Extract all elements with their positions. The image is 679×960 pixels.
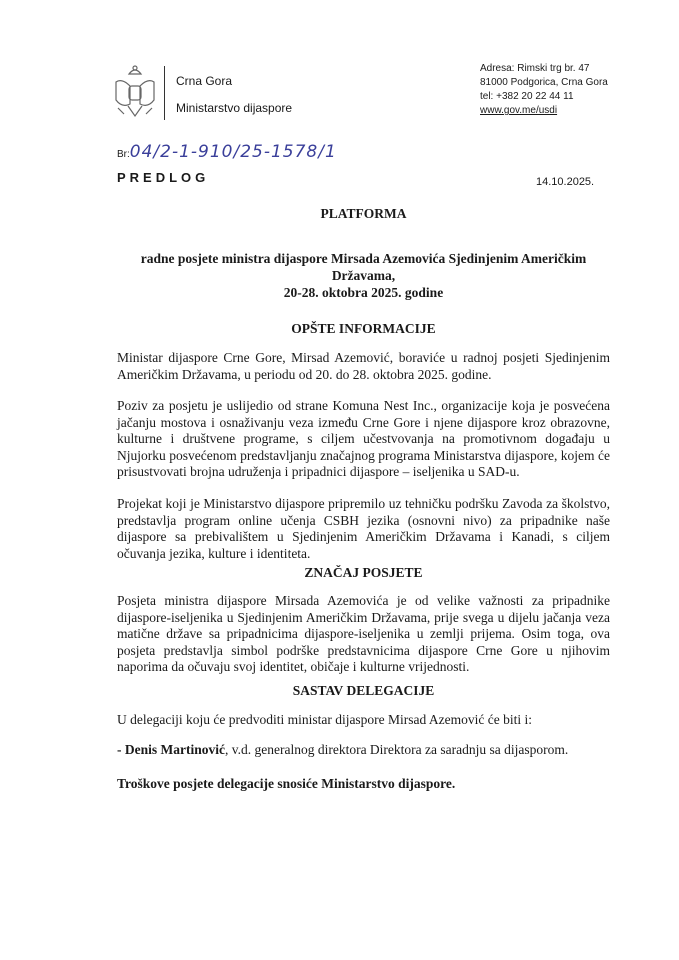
status-label: PREDLOG — [117, 170, 210, 185]
handwritten-reference: 04/2-1-910/25-1578/1 — [129, 142, 337, 162]
paragraph: Posjeta ministra dijaspore Mirsada Azemovića je od velike važnosti za pripadnike dijaspore-iseljenika u Sjedinjenim Američkim Državama, prije svega u dijelu jačanja veza matične države sa pripadnicima dijaspore-iseljenika u zemlji prijema. Osim toga, ova posjeta predstavlja simbol podrške predstavnicima dijaspore Crne Gore u njihovim naporima da očuvaju svoj identitet, običaje i kulturne vrijednosti. — [117, 593, 610, 674]
section-heading-delegation: SASTAV DELEGACIJE — [292, 683, 435, 698]
website-link[interactable]: www.gov.me/usdi — [480, 105, 558, 116]
address-block — [480, 62, 608, 118]
document-subtitle — [117, 250, 610, 301]
address-line: 81000 Podgorica, Crna Gora — [480, 77, 608, 88]
delegation-member — [117, 742, 610, 759]
member-name: - Denis Martinović — [117, 742, 225, 757]
section-heading-significance: ZNAČAJ POSJETE — [304, 565, 423, 580]
document-date: 14.10.2025. — [536, 176, 595, 188]
paragraph: Projekat koji je Ministarstvo dijaspore pripremilo uz tehničku podršku Zavoda za školstvo, predstavlja program online učenja CSBH jezika (osnovni nivo) za pripadnike naše dijaspore sa prebivalištem u Sjedinjenim Američkim Državama i Kanadi, s ciljem očuvanja jezika, kulture i identiteta. — [117, 496, 610, 561]
reference-label: Br: — [117, 149, 130, 160]
address-line: Adresa: Rimski trg br. 47 — [480, 63, 590, 74]
reference-number — [117, 142, 337, 162]
document-title: PLATFORMA — [320, 206, 407, 221]
header-divider — [164, 66, 165, 120]
subtitle-line: 20-28. oktobra 2025. godine — [283, 285, 444, 300]
costs-statement: Troškove posjete delegacije snosiće Ministarstvo dijaspore. — [117, 776, 456, 791]
member-role: , v.d. generalnog direktora Direktora za saradnju sa dijasporom. — [224, 742, 569, 757]
delegation-intro: U delegaciji koju će predvoditi ministar dijaspore Mirsad Azemović će biti i: — [117, 712, 533, 727]
section-heading-general: OPŠTE INFORMACIJE — [291, 321, 436, 336]
country-name: Crna Gora — [176, 74, 233, 88]
ministry-name: Ministarstvo dijaspore — [176, 101, 293, 115]
paragraph: Ministar dijaspore Crne Gore, Mirsad Azemović, boraviće u radnoj posjeti Sjedinjenim Američkim Državama, u periodu od 20. do 28. oktobra 2025. godine. — [117, 350, 610, 382]
paragraph: Poziv za posjetu je uslijedio od strane Komuna Nest Inc., organizacije koja je posvećena jačanju mostova i osnaživanju veza između Crne Gore i njene dijaspore kroz obrazovne, kulturne i društvene programe, s ciljem učestvovanja na promotivnom događaju u Njujorku posvećenom predstavljanju značajnog programa Ministarstva dijaspore, kojem će prisustvovati brojna udruženja i pripadnici dijaspore – iseljenika u SAD-u. — [117, 398, 610, 479]
subtitle-line: radne posjete ministra dijaspore Mirsada Azemovića Sjedinjenim Američkim Državama, — [140, 251, 587, 283]
phone-line: tel: +382 20 22 44 11 — [480, 91, 574, 102]
coat-of-arms-icon — [112, 64, 158, 120]
